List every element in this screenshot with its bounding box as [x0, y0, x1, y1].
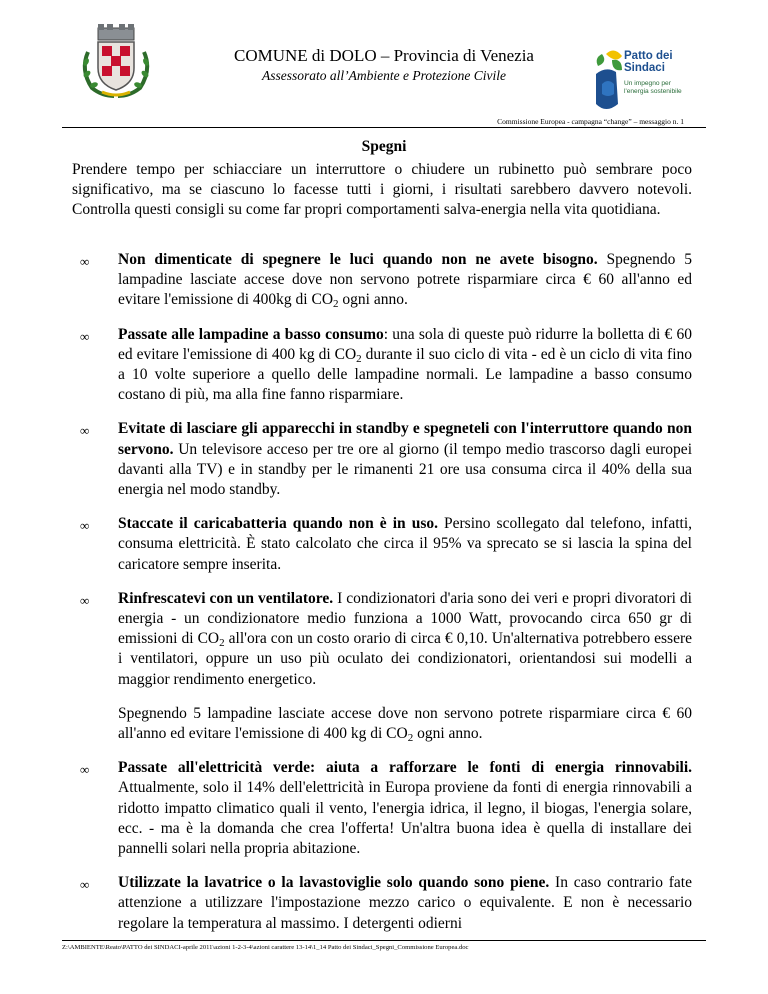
- header-divider: [62, 127, 706, 128]
- tip-text: Persino scollegato dal telefono, infatti, consuma elettricità. È stato calcolato che circa il 95% va sprecato se si lascia la spina del caricatore sempre inserita.: [118, 515, 692, 573]
- list-item: [0, 325, 692, 406]
- logo-wordmark: [624, 50, 696, 74]
- note-paragraph: [0, 704, 692, 744]
- list-item: [0, 250, 692, 311]
- logo-line-2: Sindaci: [624, 62, 665, 74]
- list-item: [0, 514, 692, 575]
- tip-text: Attualmente, solo il 14% dell'elettricità in Europa proviene da fonti di energia rinnovabili a ridotto impatto climatico quali il vento, l'energia idrica, il legno, il biogas, l'energia solare, ecc. - ma è la domanda che crea l'offerta! Un'altra buona idea è quella di installare dei pannelli solari nella propria abitazione.: [118, 779, 692, 858]
- bullet-icon: ∞: [80, 423, 90, 439]
- subscript: 2: [407, 732, 414, 745]
- tip-text-end: ogni anno.: [338, 291, 408, 309]
- tip-heading: Rinfrescatevi con un ventilatore.: [118, 589, 334, 607]
- tip-text: : una sola di queste può ridurre la bolletta di € 60 ed evitare l'emissione di 400 kg di CO: [118, 325, 692, 363]
- tip-heading: Non dimenticate di spegnere le luci quando non ne avete bisogno.: [118, 251, 598, 268]
- file-path-footer: Z:\AMBIENTE\Reato\PATTO dei SINDACI-aprile 2011\azioni 1-2-3-4\azioni carattere 13-14\1_14 Patto dei Sindaci_Spegni_Commissione Europea.doc: [62, 944, 469, 951]
- municipality-title: COMUNE di DOLO – Provincia di Venezia: [234, 46, 534, 65]
- bullet-icon: ∞: [80, 518, 90, 534]
- campaign-caption: Commissione Europea - campagna “change” – messaggio n. 1: [497, 117, 684, 126]
- tip-text: Spegnendo 5 lampadine lasciate accese dove non servono potrete risparmiare circa € 60 all'anno ed evitare l'emissione di 400kg di CO: [118, 251, 692, 309]
- department-subtitle: Assessorato all’Ambiente e Protezione Civile: [262, 68, 506, 83]
- logo-line-1: Patto dei: [624, 50, 673, 62]
- bullet-icon: ∞: [80, 328, 90, 344]
- logo-tagline: Un impegno per l'energia sostenibile: [624, 80, 682, 95]
- document-title: Spegni: [361, 138, 407, 155]
- tip-text-end: all'ora con un costo orario di circa € 0,10. Un'alternativa potrebbero essere i ventilatori, oppure un uso più oculato dei condizionatori, orientandosi sui modelli a maggior rendimento energetico.: [118, 630, 692, 688]
- tip-heading: Utilizzate la lavatrice o la lavastoviglie solo quando sono piene.: [118, 874, 550, 892]
- tip-text-end: durante il suo ciclo di vita - ed è un ciclo di vita fino a 10 volte superiore a quello delle lampadine normali. Le lampadine a basso consumo costano di più, ma alla fine fanno risparmiare.: [118, 345, 692, 404]
- subscript: 2: [333, 298, 339, 311]
- subscript: 2: [219, 637, 225, 650]
- footer-divider: [62, 940, 706, 941]
- bullet-icon: ∞: [80, 877, 90, 893]
- tip-heading: Passate all'elettricità verde: aiuta a rafforzare le fonti di energia rinnovabili.: [118, 759, 692, 777]
- list-item: [0, 589, 692, 690]
- tip-text: I condizionatori d'aria sono dei veri e propri divoratori di energia - un condizionatore medio funziona a 1000 Watt, provocando circa 650 gr di emissioni di CO: [118, 589, 692, 648]
- intro-paragraph: Prendere tempo per schiacciare un interruttore o chiudere un rubinetto può sembrare poco significativo, ma se ciascuno lo facesse tutti i giorni, i risultati sarebbero davvero notevoli. Controlla questi consigli su come far propri comportamenti salva-energia nella vita quotidiana.: [72, 161, 692, 219]
- note-text-end: ogni anno.: [413, 725, 483, 743]
- tip-text: In caso contrario fate attenzione a utilizzare l'impostazione mezzo carico o equivalente. E non è necessario regolare la temperatura al massimo. I detergenti odierni: [118, 874, 692, 932]
- tip-heading: Evitate di lasciare gli apparecchi in standby e spegneteli con l'interruttore quando non servono.: [118, 420, 692, 458]
- tips-list: [0, 250, 768, 948]
- subscript: 2: [356, 352, 362, 365]
- bullet-icon: ∞: [80, 762, 90, 778]
- tip-heading: Passate alle lampadine a basso consumo: [118, 325, 384, 343]
- tip-heading: Staccate il caricabatteria quando non è in uso.: [118, 515, 438, 533]
- list-item: [0, 758, 692, 859]
- bullet-icon: ∞: [80, 592, 90, 608]
- list-item: [0, 419, 692, 500]
- tip-text: Un televisore acceso per tre ore al giorno (il tempo medio trascorso dagli europei davanti alla TV) e in standby per le rimanenti 21 ore usa consuma circa il 40% della sua energia nel modo standby.: [118, 440, 692, 499]
- bullet-icon: ∞: [80, 254, 90, 269]
- note-text: Spegnendo 5 lampadine lasciate accese dove non servono potrete risparmiare circa € 60 all'anno ed evitare l'emissione di 400 kg di CO: [118, 704, 692, 743]
- list-item: [0, 873, 692, 934]
